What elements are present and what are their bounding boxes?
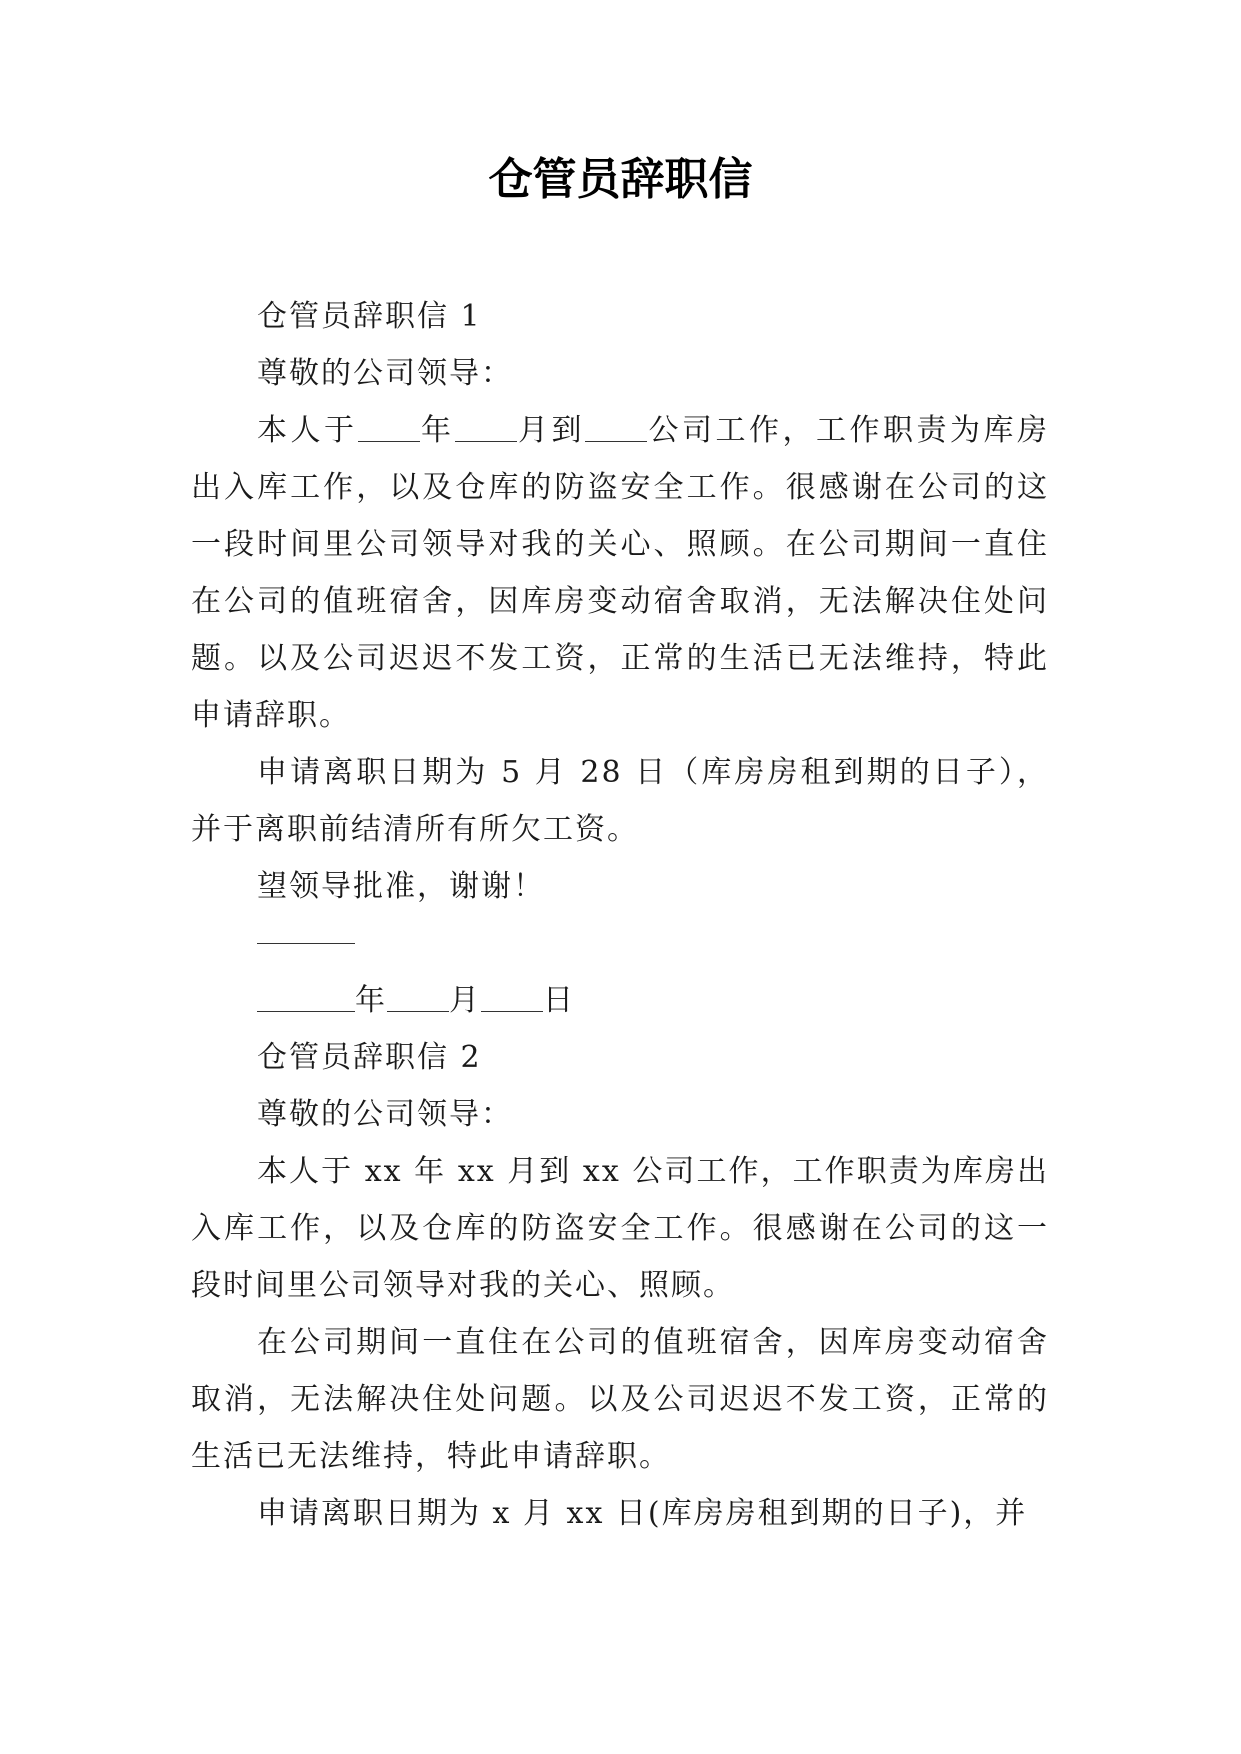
blank-underline [257, 984, 355, 1012]
signature-line [191, 915, 1049, 972]
signature-blank [257, 929, 355, 944]
letter2-salutation: 尊敬的公司领导： [257, 1097, 513, 1132]
letter1-p1-text-b: 年 [419, 413, 455, 448]
date-day-label: 日 [543, 983, 575, 1018]
letter2-paragraph-3: 申请离职日期为 x 月 xx 日(库房房租到期的日子)，并 [257, 1496, 1028, 1531]
letter1-p1-text-c: 月到 [516, 413, 585, 448]
letter1-heading: 仓管员辞职信 1 [257, 299, 482, 334]
blank-underline [387, 984, 449, 1012]
document-body [191, 288, 1049, 1542]
blank-underline [455, 414, 517, 442]
letter1-salutation: 尊敬的公司领导： [257, 356, 513, 391]
letter1-paragraph-1 [191, 402, 1049, 744]
blank-underline [481, 984, 543, 1012]
letter1-date-line [191, 972, 1049, 1029]
document-title: 仓管员辞职信 [488, 154, 753, 205]
letter2-paragraph-1: 本人于 xx 年 xx 月到 xx 公司工作，工作职责为库房出入库工作，以及仓库的防盗安全工作。很感谢在公司的这一段时间里公司领导对我的关心、照顾。 [191, 1154, 1049, 1303]
blank-underline [585, 414, 647, 442]
blank-underline [358, 414, 420, 442]
letter2-paragraph-2: 在公司期间一直住在公司的值班宿舍，因库房变动宿舍取消，无法解决住处问题。以及公司迟迟不发工资，正常的生活已无法维持，特此申请辞职。 [191, 1325, 1049, 1474]
letter1-p1-text-d: 公司工作，工作职责为库房出入库工作，以及仓库的防盗安全工作。很感谢在公司的这一段时间里公司领导对我的关心、照顾。在公司期间一直住在公司的值班宿舍，因库房变动宿舍取消，无法解决住处问题。以及公司迟迟不发工资，正常的生活已无法维持，特此申请辞职。 [191, 413, 1049, 733]
letter1-paragraph-2: 申请离职日期为 5 月 28 日（库房房租到期的日子），并于离职前结清所有所欠工资。 [191, 755, 1049, 847]
date-year-label: 年 [355, 983, 387, 1018]
letter1-p1-text-a: 本人于 [257, 413, 358, 448]
letter2-heading: 仓管员辞职信 2 [257, 1040, 482, 1075]
date-month-label: 月 [449, 983, 481, 1018]
letter1-closing: 望领导批准，谢谢！ [257, 869, 545, 904]
